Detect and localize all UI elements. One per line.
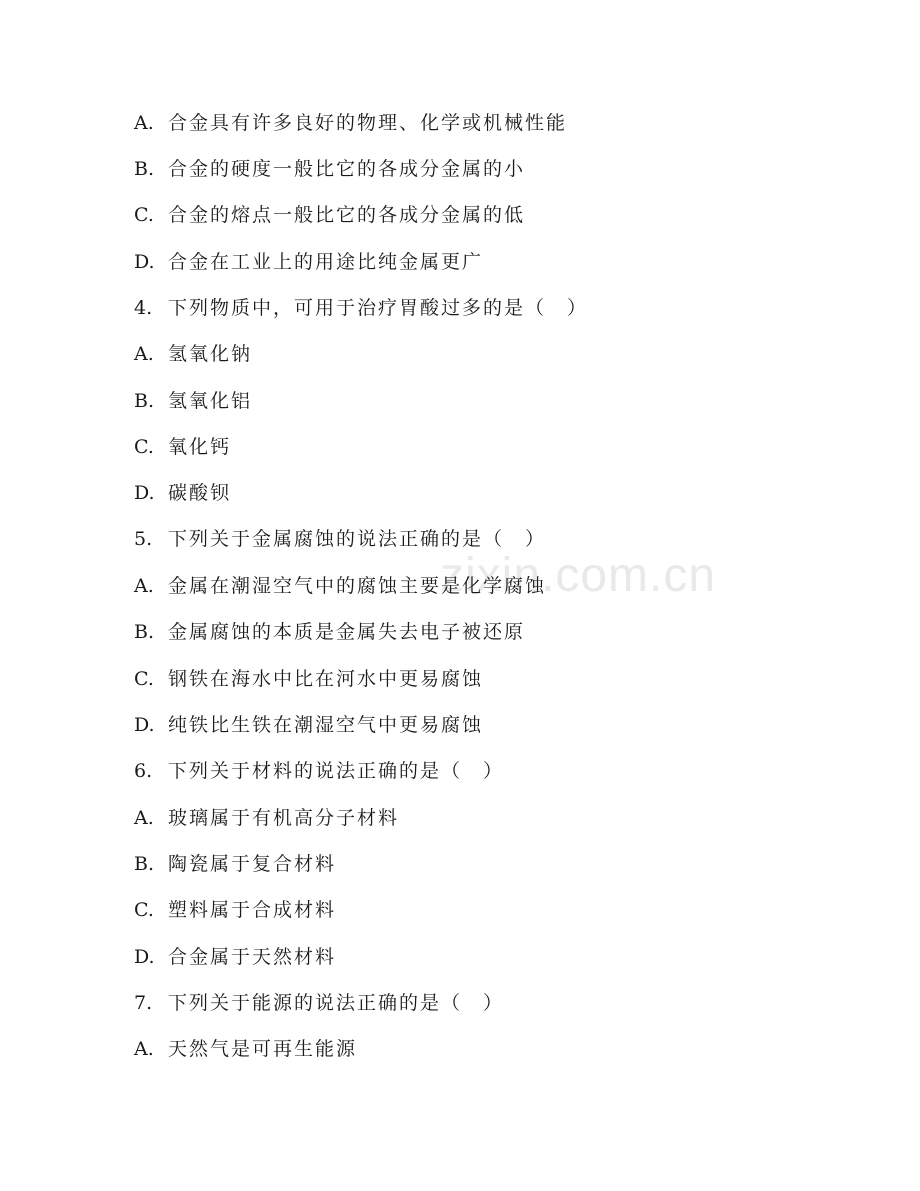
option-label: C. xyxy=(134,899,154,921)
option-label: A. xyxy=(134,1038,154,1060)
option-label: A. xyxy=(134,112,154,134)
option-line xyxy=(134,200,525,230)
question-line xyxy=(134,988,504,1018)
option-line xyxy=(134,617,525,647)
option-text: 氢氧化铝 xyxy=(168,390,253,412)
option-label: C. xyxy=(134,204,154,226)
option-label: C. xyxy=(134,668,154,690)
option-line xyxy=(134,1034,357,1064)
watermark: zixin.com.cn xyxy=(440,549,717,602)
option-text: 合金具有许多良好的物理、化学或机械性能 xyxy=(168,112,568,134)
option-line xyxy=(134,154,525,184)
option-line xyxy=(134,108,567,138)
option-text: 玻璃属于有机高分子材料 xyxy=(168,807,400,829)
option-text: 塑料属于合成材料 xyxy=(168,899,337,921)
question-number: 7. xyxy=(134,992,153,1014)
option-label: A. xyxy=(134,575,154,597)
option-line xyxy=(134,803,399,833)
question-line xyxy=(134,293,588,323)
option-text: 陶瓷属于复合材料 xyxy=(168,853,337,875)
option-line xyxy=(134,432,231,462)
option-text: 金属腐蚀的本质是金属失去电子被还原 xyxy=(168,621,526,643)
option-text: 氢氧化钠 xyxy=(168,343,253,365)
option-text: 纯铁比生铁在潮湿空气中更易腐蚀 xyxy=(168,714,484,736)
question-number: 4. xyxy=(134,297,153,319)
option-line xyxy=(134,895,336,925)
option-label: D. xyxy=(134,946,155,968)
question-line xyxy=(134,756,504,786)
question-text: 下列关于能源的说法正确的是（ ） xyxy=(168,992,505,1014)
option-text: 碳酸钡 xyxy=(168,482,232,504)
option-text: 金属在潮湿空气中的腐蚀主要是化学腐蚀 xyxy=(168,575,547,597)
option-label: A. xyxy=(134,343,154,365)
option-line xyxy=(134,849,336,879)
option-line xyxy=(134,478,231,508)
option-text: 合金在工业上的用途比纯金属更广 xyxy=(168,251,484,273)
option-label: B. xyxy=(134,853,155,875)
option-label: B. xyxy=(134,158,155,180)
option-text: 天然气是可再生能源 xyxy=(168,1038,358,1060)
option-text: 合金的熔点一般比它的各成分金属的低 xyxy=(168,204,526,226)
option-line xyxy=(134,942,336,972)
option-label: D. xyxy=(134,482,155,504)
option-label: B. xyxy=(134,390,155,412)
option-line xyxy=(134,664,483,694)
option-line xyxy=(134,710,483,740)
option-label: B. xyxy=(134,621,155,643)
option-text: 合金属于天然材料 xyxy=(168,946,337,968)
option-label: D. xyxy=(134,251,155,273)
option-text: 钢铁在海水中比在河水中更易腐蚀 xyxy=(168,668,484,690)
option-line xyxy=(134,571,546,601)
question-text: 下列关于金属腐蚀的说法正确的是（ ） xyxy=(168,528,547,550)
option-text: 合金的硬度一般比它的各成分金属的小 xyxy=(168,158,526,180)
question-text: 下列关于材料的说法正确的是（ ） xyxy=(168,760,505,782)
question-number: 6. xyxy=(134,760,153,782)
option-label: A. xyxy=(134,807,154,829)
option-line xyxy=(134,247,483,277)
question-text: 下列物质中，可用于治疗胃酸过多的是（ ） xyxy=(168,297,589,319)
question-number: 5. xyxy=(134,528,153,550)
option-label: D. xyxy=(134,714,155,736)
option-text: 氧化钙 xyxy=(168,436,232,458)
option-label: C. xyxy=(134,436,154,458)
option-line xyxy=(134,386,252,416)
question-line xyxy=(134,524,546,554)
option-line xyxy=(134,339,252,369)
